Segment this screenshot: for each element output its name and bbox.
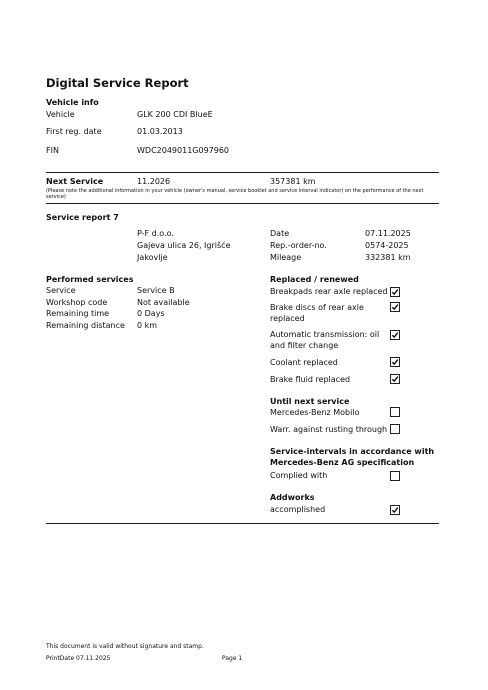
fin-value: WDC2049011G097960 — [137, 146, 230, 155]
checkbox[interactable] — [390, 302, 400, 312]
checkmark-icon — [391, 506, 399, 514]
checkmark-icon — [391, 375, 399, 383]
footer-validity: This document is valid without signature and stamp. — [46, 643, 204, 650]
footer-page-number: Page 1 — [222, 655, 243, 662]
addworks-heading: Addworks — [270, 493, 315, 502]
checkbox-label: Breakpads rear axle replaced — [270, 287, 388, 296]
vehicle-info-heading: Vehicle info — [46, 98, 99, 107]
workshop-code-label: Workshop code — [46, 298, 108, 307]
checkbox[interactable] — [390, 374, 400, 384]
checkmark-icon — [391, 303, 399, 311]
checkbox-label: accomplished — [270, 505, 326, 514]
checkbox-label: Warr. against rusting through — [270, 425, 388, 434]
checkbox[interactable] — [390, 287, 400, 297]
workshop-code-value: Not available — [137, 298, 190, 307]
first-reg-label: First reg. date — [46, 127, 102, 136]
footer-print-date: PrintDate 07.11.2025 — [46, 655, 111, 662]
checkbox-label: Coolant replaced — [270, 358, 338, 367]
checkbox[interactable] — [390, 471, 400, 481]
remaining-time-value: 0 Days — [137, 309, 165, 318]
next-service-km: 357381 km — [270, 177, 316, 186]
checkbox[interactable] — [390, 330, 400, 340]
intervals-heading: Service-intervals in accordance with Mercedes-Benz AG specification — [270, 447, 435, 467]
service-value: Service B — [137, 286, 175, 295]
workshop-line: Jakovlje — [137, 253, 168, 262]
next-service-note: (Please note the additional information in your vehicle (owner's manual, service booklet and service interval indicator) on the performance of the next service) — [46, 188, 424, 200]
mileage-value: 332381 km — [365, 253, 411, 262]
replaced-heading: Replaced / renewed — [270, 275, 359, 284]
divider-next-service-bottom — [46, 203, 439, 204]
checkbox[interactable] — [390, 424, 400, 434]
divider-bottom — [46, 523, 439, 524]
date-value: 07.11.2025 — [365, 229, 411, 238]
workshop-line: P-F d.o.o. — [137, 229, 174, 238]
checkbox-label: Complied with — [270, 471, 328, 480]
next-service-label: Next Service — [46, 177, 104, 186]
rep-order-label: Rep.-order-no. — [270, 241, 327, 250]
checkbox-label: Mercedes-Benz Mobilo — [270, 408, 360, 417]
checkbox-label: Automatic transmission: oil and filter change — [270, 330, 380, 350]
divider-next-service-top — [46, 172, 439, 173]
checkmark-icon — [391, 288, 399, 296]
until-next-heading: Until next service — [270, 397, 350, 406]
checkbox[interactable] — [390, 505, 400, 515]
checkmark-icon — [391, 331, 399, 339]
checkmark-icon — [391, 358, 399, 366]
workshop-line: Gajeva ulica 26, Igrišće — [137, 241, 231, 250]
next-service-date: 11.2026 — [137, 177, 171, 186]
remaining-time-label: Remaining time — [46, 309, 110, 318]
report-title: Digital Service Report — [46, 76, 189, 90]
checkbox-label: Brake fluid replaced — [270, 375, 351, 384]
service-label: Service — [46, 286, 76, 295]
vehicle-label: Vehicle — [46, 110, 75, 119]
rep-order-value: 0574-2025 — [365, 241, 409, 250]
remaining-distance-value: 0 km — [137, 321, 158, 330]
checkbox[interactable] — [390, 357, 400, 367]
checkbox-label: Brake discs of rear axle replaced — [270, 303, 364, 323]
date-label: Date — [270, 229, 290, 238]
fin-label: FIN — [46, 146, 59, 155]
checkbox[interactable] — [390, 407, 400, 417]
vehicle-value: GLK 200 CDI BlueE — [137, 110, 213, 119]
remaining-distance-label: Remaining distance — [46, 321, 125, 330]
service-report-heading: Service report 7 — [46, 213, 119, 222]
performed-services-heading: Performed services — [46, 275, 134, 284]
mileage-label: Mileage — [270, 253, 302, 262]
first-reg-value: 01.03.2013 — [137, 127, 183, 136]
